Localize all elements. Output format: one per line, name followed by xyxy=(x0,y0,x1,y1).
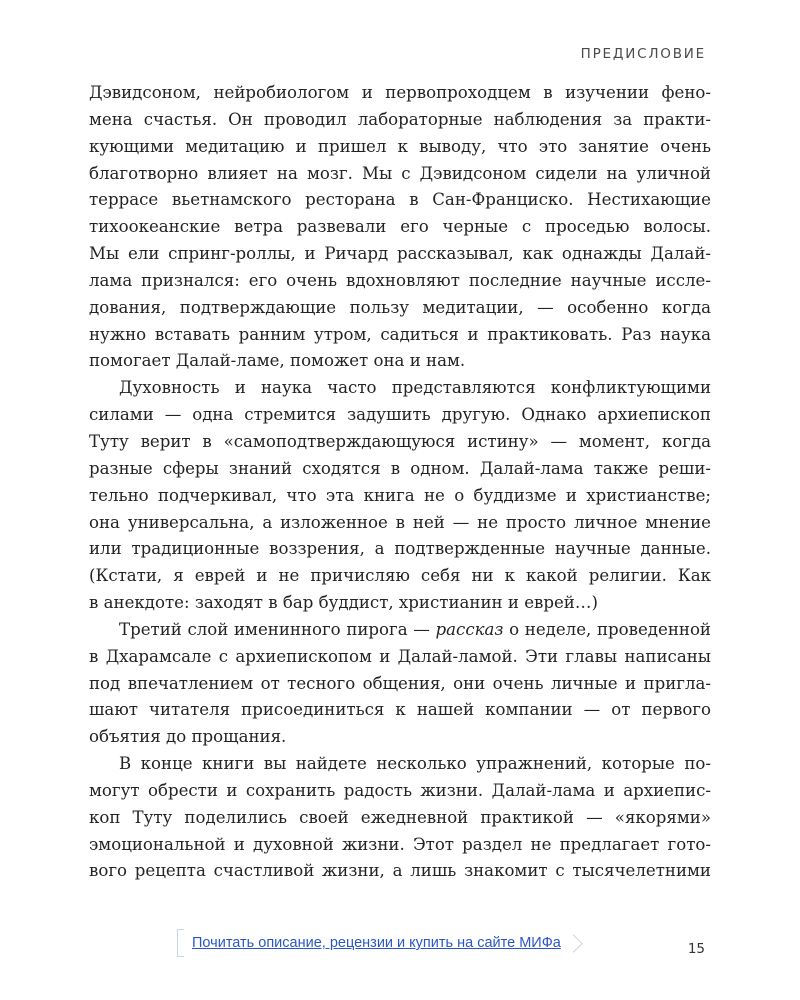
text-segment: Третий слой именинного пирога — xyxy=(119,619,436,639)
text-line: Мы ели спринг-роллы, и Ричард рассказывал, как однажды Далай- xyxy=(89,244,711,264)
running-head: ПРЕДИСЛОВИЕ xyxy=(580,46,706,62)
text-line: нужно вставать ранним утром, садиться и практиковать. Раз наука xyxy=(89,324,711,344)
text-line: мена счастья. Он проводил лабораторные наблюдения за практи- xyxy=(89,109,711,129)
emphasis-text: рассказ xyxy=(435,619,504,639)
text-line: тихоокеанские ветра развевали его черные с проседью волосы. xyxy=(89,217,711,237)
text-line: она универсальна, а изложенное в ней — не просто личное мнение xyxy=(89,512,711,532)
text-line: эмоциональной и духовной жизни. Этот раздел не предлагает гото- xyxy=(89,834,711,854)
text-line: вого рецепта счастливой жизни, а лишь знакомит с тысячелетними xyxy=(89,861,711,881)
banner-bracket-decoration xyxy=(177,929,184,957)
text-line: Дэвидсоном, нейробиологом и первопроходцем в изучении фено- xyxy=(89,83,711,102)
paragraph xyxy=(89,751,711,885)
text-line: объятия до прощания. xyxy=(89,727,287,747)
text-line: коп Туту поделились своей ежедневной практикой — «якорями» xyxy=(89,807,711,827)
paragraph xyxy=(89,375,711,617)
text-line: кующими медитацию и пришел к выводу, что это занятие очень xyxy=(89,136,711,156)
text-segment: о неделе, проведенной xyxy=(503,619,711,639)
text-line: или традиционные воззрения, а подтвержденные научные данные. xyxy=(89,539,711,559)
promo-link[interactable]: Почитать описание, рецензии и купить на сайте МИФа xyxy=(192,935,561,951)
text-line: благотворно влияет на мозг. Мы с Дэвидсоном сидели на уличной xyxy=(89,163,711,183)
text-line: помогает Далай-ламе, поможет она и нам. xyxy=(89,351,466,371)
text-line: тельно подчеркивал, что эта книга не о буддизме и христианстве; xyxy=(89,485,711,505)
paragraph xyxy=(89,80,711,375)
text-line: В конце книги вы найдете несколько упражнений, которые по- xyxy=(119,754,711,774)
text-line: Духовность и наука часто представляются конфликтующими xyxy=(119,378,711,398)
text-line: в Дхарамсале с архиепископом и Далай-ламой. Эти главы написаны xyxy=(89,646,711,666)
text-line: под впечатлением от тесного общения, они очень личные и пригла- xyxy=(89,673,711,693)
text-line: в анекдоте: заходят в бар буддист, христианин и еврей…) xyxy=(89,593,598,613)
text-line: разные сферы знаний сходятся в одном. Далай-лама также реши- xyxy=(89,458,711,478)
text-line: (Кстати, я еврей и не причисляю себя ни к какой религии. Как xyxy=(89,566,711,586)
paragraph xyxy=(89,617,711,751)
text-line: Туту верит в «самоподтверждающуюся истину» — момент, когда xyxy=(89,431,711,451)
body-text xyxy=(89,80,711,885)
promo-banner xyxy=(177,928,617,958)
text-line: шают читателя присоединиться к нашей компании — от первого xyxy=(89,700,711,720)
page-number: 15 xyxy=(687,941,705,957)
text-line xyxy=(89,617,711,644)
text-line: силами — одна стремится задушить другую. Однако архиепископ xyxy=(89,405,711,425)
text-line: дования, подтверждающие пользу медитации, — особенно когда xyxy=(89,297,711,317)
text-line: могут обрести и сохранить радость жизни. Далай-лама и архиепис- xyxy=(89,780,711,800)
text-line: террасе вьетнамского ресторана в Сан-Франциско. Нестихающие xyxy=(89,190,711,210)
text-line: лама признался: его очень вдохновляют последние научные иссле- xyxy=(89,270,711,290)
chevron-right-icon xyxy=(564,934,582,952)
